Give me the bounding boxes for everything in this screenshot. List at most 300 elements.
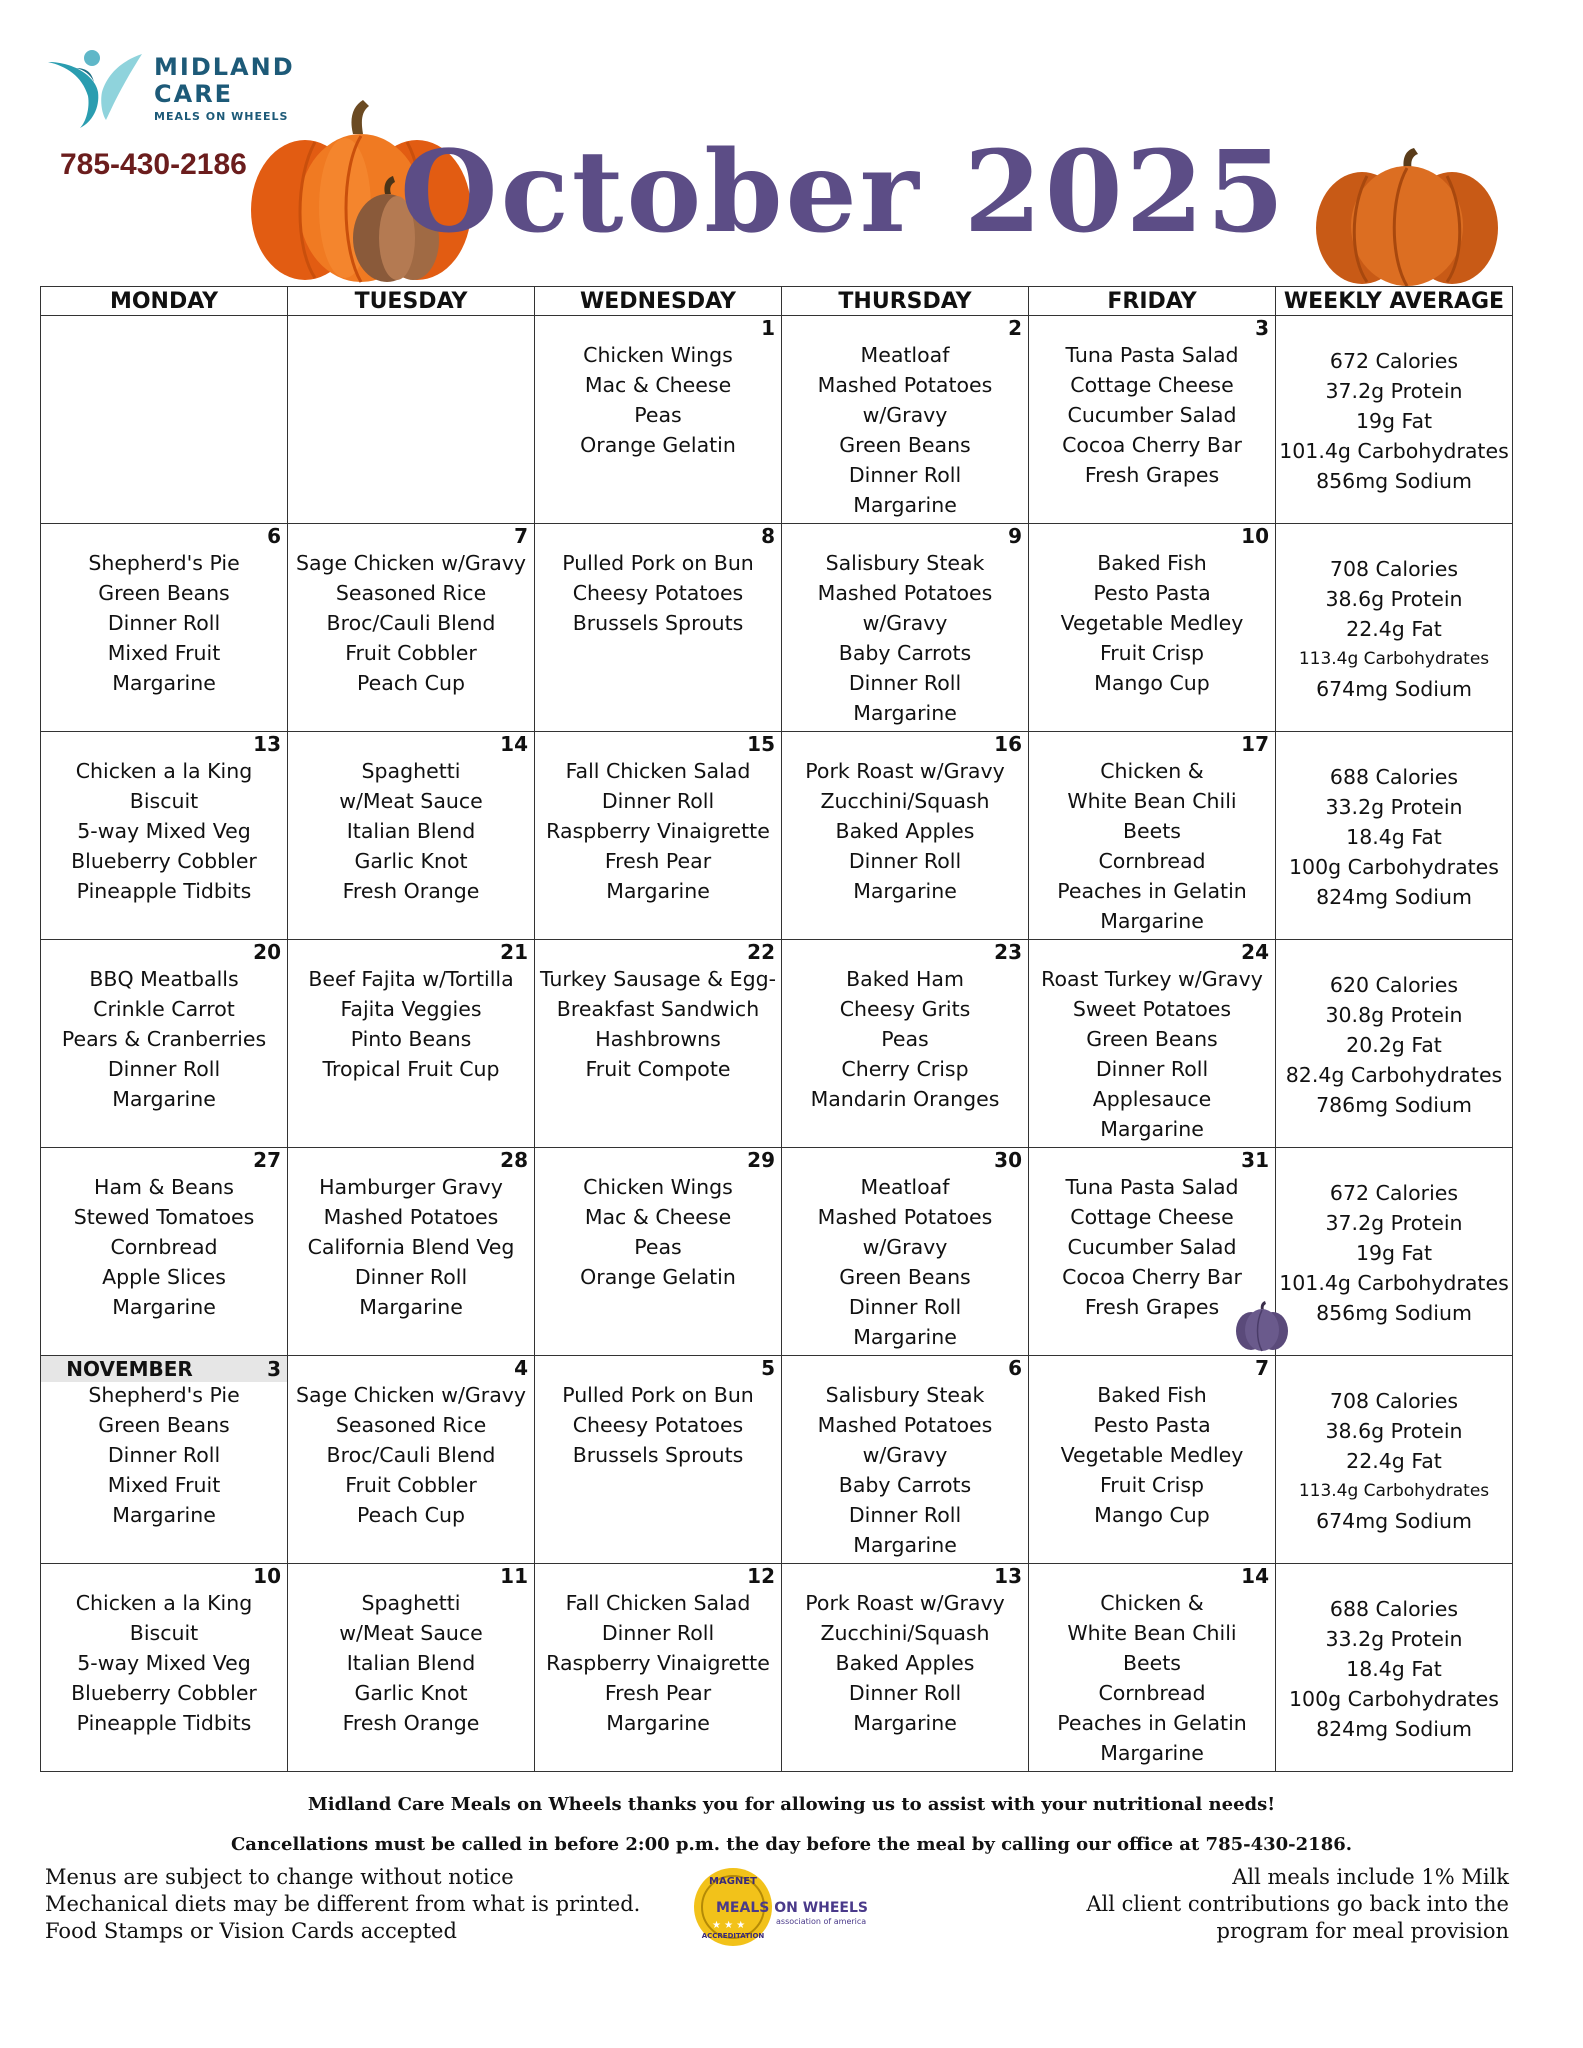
seal-bottom-text: ACCREDITATION xyxy=(701,1932,765,1940)
weekly-average-cell xyxy=(1276,1356,1513,1564)
menu-item: Mashed Potatoes xyxy=(817,581,993,605)
menu-item: Cornbread xyxy=(1098,1681,1206,1705)
weekly-average xyxy=(1276,316,1512,496)
menu-item: Sage Chicken w/Gravy xyxy=(295,1383,527,1407)
menu-item: Fruit Compote xyxy=(585,1057,731,1081)
menu-item: Turkey Sausage & Egg- xyxy=(539,967,777,991)
menu-item: Fajita Veggies xyxy=(340,997,482,1021)
day-number: 14 xyxy=(500,732,528,756)
menu-items xyxy=(782,1172,1028,1352)
day-cell xyxy=(1029,1564,1276,1772)
menu-item: Roast Turkey w/Gravy xyxy=(1041,967,1263,991)
day-number: 24 xyxy=(1241,940,1269,964)
weekly-average xyxy=(1276,940,1512,1120)
header-weekly-average: WEEKLY AVERAGE xyxy=(1276,287,1513,316)
day-number: 23 xyxy=(994,940,1022,964)
menu-items xyxy=(288,1172,534,1322)
menu-item: Mandarin Oranges xyxy=(810,1087,1000,1111)
page-title: October 2025 xyxy=(400,127,1288,258)
menu-item: w/Meat Sauce xyxy=(339,789,483,813)
menu-item: Cocoa Cherry Bar xyxy=(1062,1265,1242,1289)
menu-item: Peas xyxy=(634,403,682,427)
day-cell xyxy=(782,316,1029,524)
day-number: 6 xyxy=(1008,1356,1022,1380)
menu-item: Baked Apples xyxy=(835,1651,975,1675)
footer-right-notes xyxy=(1086,1864,1509,1945)
menu-item: Fall Chicken Salad xyxy=(565,1591,751,1615)
menu-item: Margarine xyxy=(853,701,957,725)
day-cell xyxy=(535,1564,782,1772)
week-row xyxy=(41,1564,1513,1772)
menu-item: Seasoned Rice xyxy=(335,1413,487,1437)
menu-item: Hashbrowns xyxy=(595,1027,721,1051)
menu-item: Biscuit xyxy=(129,789,199,813)
menu-item: Green Beans xyxy=(98,581,230,605)
menu-item: Pulled Pork on Bun xyxy=(562,1383,754,1407)
menu-item: Margarine xyxy=(112,1503,216,1527)
day-number: 2 xyxy=(1008,316,1022,340)
pumpkin-icon xyxy=(1312,148,1502,288)
menu-item: Zucchini/Squash xyxy=(820,789,990,813)
day-number: 4 xyxy=(514,1356,528,1380)
day-number: 7 xyxy=(1255,1356,1269,1380)
day-number: 29 xyxy=(747,1148,775,1172)
menu-item: California Blend Veg xyxy=(307,1235,515,1259)
menu-item: Raspberry Vinaigrette xyxy=(546,1651,770,1675)
menu-item: Dinner Roll xyxy=(601,1621,715,1645)
menu-items xyxy=(782,1588,1028,1738)
day-number: 31 xyxy=(1241,1148,1269,1172)
menu-item: Fruit Crisp xyxy=(1099,641,1205,665)
menu-item: Spaghetti xyxy=(361,1591,461,1615)
accreditation-seal-icon xyxy=(692,1866,892,1948)
menu-item: Dinner Roll xyxy=(107,1443,221,1467)
fat-value: 20.2g Fat xyxy=(1346,1033,1442,1057)
menu-items xyxy=(1029,548,1275,698)
day-number: 22 xyxy=(747,940,775,964)
menu-item: Broc/Cauli Blend xyxy=(326,1443,496,1467)
week-row xyxy=(41,1356,1513,1564)
menu-item: Biscuit xyxy=(129,1621,199,1645)
seal-name-text: MEALS ON WHEELS xyxy=(716,1900,868,1916)
fat-value: 18.4g Fat xyxy=(1346,1657,1442,1681)
menu-item: Green Beans xyxy=(839,433,971,457)
sodium-value: 674mg Sodium xyxy=(1316,677,1472,701)
menu-item: Fresh Pear xyxy=(604,1681,712,1705)
day-cell xyxy=(41,1564,288,1772)
carbohydrates-value: 113.4g Carbohydrates xyxy=(1298,649,1490,669)
menu-item: Crinkle Carrot xyxy=(93,997,235,1021)
menu-items xyxy=(535,756,781,906)
menu-item: Blueberry Cobbler xyxy=(71,1681,257,1705)
logo-line-midland: MIDLAND xyxy=(154,53,295,81)
menu-item: Chicken Wings xyxy=(583,1175,733,1199)
menu-item: Chicken a la King xyxy=(75,1591,253,1615)
menu-item: Pineapple Tidbits xyxy=(76,1711,252,1735)
footer-note: Food Stamps or Vision Cards accepted xyxy=(45,1919,457,1943)
menu-item: Dinner Roll xyxy=(1095,1057,1209,1081)
sodium-value: 824mg Sodium xyxy=(1316,885,1472,909)
menu-items xyxy=(41,1588,287,1738)
menu-items xyxy=(41,1380,287,1530)
menu-item: Salisbury Steak xyxy=(825,1383,985,1407)
menu-item: Fruit Cobbler xyxy=(345,641,477,665)
weekly-average-cell xyxy=(1276,524,1513,732)
day-number: 27 xyxy=(253,1148,281,1172)
day-number: 14 xyxy=(1241,1564,1269,1588)
menu-item: Cornbread xyxy=(110,1235,218,1259)
menu-item: Stewed Tomatoes xyxy=(73,1205,255,1229)
sodium-value: 824mg Sodium xyxy=(1316,1717,1472,1741)
menu-items xyxy=(782,1380,1028,1560)
menu-item: Dinner Roll xyxy=(848,1503,962,1527)
day-cell xyxy=(782,1148,1029,1356)
day-number: 17 xyxy=(1241,732,1269,756)
menu-item: Baked Fish xyxy=(1097,1383,1207,1407)
menu-item: Seasoned Rice xyxy=(335,581,487,605)
menu-item: Peas xyxy=(881,1027,929,1051)
weekly-average-cell xyxy=(1276,316,1513,524)
menu-items xyxy=(535,1588,781,1738)
carbohydrates-value: 100g Carbohydrates xyxy=(1289,855,1499,879)
week-row xyxy=(41,732,1513,940)
menu-item: White Bean Chili xyxy=(1067,1621,1237,1645)
protein-value: 33.2g Protein xyxy=(1325,1627,1463,1651)
menu-item: Orange Gelatin xyxy=(580,1265,736,1289)
menu-item: Brussels Sprouts xyxy=(572,611,744,635)
day-cell xyxy=(782,524,1029,732)
menu-item: Sage Chicken w/Gravy xyxy=(295,551,527,575)
sodium-value: 674mg Sodium xyxy=(1316,1509,1472,1533)
menu-item: Hamburger Gravy xyxy=(319,1175,503,1199)
carbohydrates-value: 113.4g Carbohydrates xyxy=(1298,1481,1490,1501)
day-number: 13 xyxy=(253,732,281,756)
carbohydrates-value: 82.4g Carbohydrates xyxy=(1285,1063,1503,1087)
menu-item: Dinner Roll xyxy=(848,1681,962,1705)
footer-note: All meals include 1% Milk xyxy=(1232,1865,1509,1889)
menu-item: Fresh Grapes xyxy=(1084,1295,1220,1319)
menu-items xyxy=(782,340,1028,520)
menu-item: BBQ Meatballs xyxy=(89,967,239,991)
menu-item: Mixed Fruit xyxy=(107,1473,221,1497)
day-number: 5 xyxy=(761,1356,775,1380)
weekday-header-row xyxy=(41,287,1513,316)
menu-item: Baked Ham xyxy=(846,967,964,991)
menu-item: Margarine xyxy=(853,493,957,517)
menu-item: Fresh Orange xyxy=(342,1711,480,1735)
day-cell xyxy=(1029,940,1276,1148)
weekly-average xyxy=(1276,732,1512,912)
menu-item: Peas xyxy=(634,1235,682,1259)
menu-item: Green Beans xyxy=(98,1413,230,1437)
day-number xyxy=(288,316,534,340)
week-row xyxy=(41,316,1513,524)
menu-item: Cheesy Grits xyxy=(839,997,971,1021)
calories-value: 620 Calories xyxy=(1329,973,1459,997)
menu-item: Baked Apples xyxy=(835,819,975,843)
menu-items xyxy=(288,964,534,1084)
menu-item: Mashed Potatoes xyxy=(323,1205,499,1229)
menu-item: Dinner Roll xyxy=(848,849,962,873)
day-number: 10 xyxy=(1241,524,1269,548)
fat-value: 22.4g Fat xyxy=(1346,617,1442,641)
menu-item: Green Beans xyxy=(1086,1027,1218,1051)
footer-note: Mechanical diets may be different from what is printed. xyxy=(45,1892,641,1916)
menu-item: Dinner Roll xyxy=(848,463,962,487)
week-row xyxy=(41,1148,1513,1356)
day-number: 6 xyxy=(267,524,281,548)
menu-item: Raspberry Vinaigrette xyxy=(546,819,770,843)
menu-item: Fresh Orange xyxy=(342,879,480,903)
menu-item: Pork Roast w/Gravy xyxy=(805,759,1005,783)
menu-items xyxy=(535,964,781,1084)
menu-item: 5-way Mixed Veg xyxy=(77,1651,251,1675)
header-wednesday: WEDNESDAY xyxy=(535,287,782,316)
menu-item: Chicken Wings xyxy=(583,343,733,367)
menu-item: Breakfast Sandwich xyxy=(556,997,760,1021)
calories-value: 708 Calories xyxy=(1329,1389,1459,1413)
menu-item: White Bean Chili xyxy=(1067,789,1237,813)
menu-item: Shepherd's Pie xyxy=(88,551,240,575)
sodium-value: 856mg Sodium xyxy=(1316,469,1472,493)
footer-note: All client contributions go back into the xyxy=(1086,1892,1509,1916)
day-number: 8 xyxy=(761,524,775,548)
day-cell xyxy=(288,732,535,940)
week-row xyxy=(41,940,1513,1148)
menu-item: Broc/Cauli Blend xyxy=(326,611,496,635)
menu-items xyxy=(1029,1380,1275,1530)
week-row xyxy=(41,524,1513,732)
header-friday: FRIDAY xyxy=(1029,287,1276,316)
menu-item: Mango Cup xyxy=(1094,1503,1210,1527)
menu-item: Vegetable Medley xyxy=(1060,611,1244,635)
menu-item: Pesto Pasta xyxy=(1093,581,1211,605)
day-number: 3 xyxy=(1255,316,1269,340)
menu-item: Garlic Knot xyxy=(354,1681,468,1705)
menu-item: Fall Chicken Salad xyxy=(565,759,751,783)
day-number: 21 xyxy=(500,940,528,964)
protein-value: 38.6g Protein xyxy=(1325,587,1463,611)
logo-figure-icon xyxy=(46,48,146,130)
menu-item: Pineapple Tidbits xyxy=(76,879,252,903)
phone-number: 785-430-2186 xyxy=(60,148,247,181)
day-cell xyxy=(782,1564,1029,1772)
menu-item: Fresh Pear xyxy=(604,849,712,873)
menu-item: Salisbury Steak xyxy=(825,551,985,575)
menu-item: Beets xyxy=(1122,819,1181,843)
menu-items xyxy=(288,548,534,698)
day-cell xyxy=(782,1356,1029,1564)
day-number: 20 xyxy=(253,940,281,964)
menu-item: Mac & Cheese xyxy=(584,373,732,397)
day-cell xyxy=(1029,316,1276,524)
menu-items xyxy=(288,1588,534,1738)
protein-value: 37.2g Protein xyxy=(1325,379,1463,403)
menu-item: Dinner Roll xyxy=(601,789,715,813)
menu-items xyxy=(1029,964,1275,1144)
menu-items xyxy=(41,964,287,1114)
day-cell xyxy=(535,732,782,940)
menu-item: Margarine xyxy=(112,671,216,695)
menu-item: Margarine xyxy=(359,1295,463,1319)
menu-item: Cheesy Potatoes xyxy=(572,581,744,605)
menu-item: Margarine xyxy=(606,1711,710,1735)
day-cell xyxy=(535,1356,782,1564)
menu-item: Fresh Grapes xyxy=(1084,463,1220,487)
menu-item: Tuna Pasta Salad xyxy=(1065,1175,1239,1199)
menu-item: Apple Slices xyxy=(102,1265,226,1289)
weekly-average xyxy=(1276,1564,1512,1744)
footer-note: program for meal provision xyxy=(1216,1919,1509,1943)
day-cell xyxy=(782,940,1029,1148)
day-cell xyxy=(1029,732,1276,940)
protein-value: 37.2g Protein xyxy=(1325,1211,1463,1235)
protein-value: 33.2g Protein xyxy=(1325,795,1463,819)
day-number: 13 xyxy=(994,1564,1022,1588)
menu-item: Cottage Cheese xyxy=(1070,373,1234,397)
menu-item: Peaches in Gelatin xyxy=(1057,879,1247,903)
menu-item: Cornbread xyxy=(1098,849,1206,873)
day-cell xyxy=(288,524,535,732)
footer-note: Menus are subject to change without notice xyxy=(45,1865,514,1889)
menu-item: Spaghetti xyxy=(361,759,461,783)
menu-items xyxy=(535,548,781,638)
menu-item: Pinto Beans xyxy=(350,1027,472,1051)
menu-item: Margarine xyxy=(1100,1117,1204,1141)
header-thursday: THURSDAY xyxy=(782,287,1029,316)
day-cell xyxy=(41,524,288,732)
menu-item: Cheesy Potatoes xyxy=(572,1413,744,1437)
day-cell xyxy=(41,1356,288,1564)
weekly-average-cell xyxy=(1276,940,1513,1148)
header-monday: MONDAY xyxy=(41,287,288,316)
day-number: 10 xyxy=(253,1564,281,1588)
month-band xyxy=(41,1356,287,1382)
day-cell xyxy=(535,940,782,1148)
menu-item: Pork Roast w/Gravy xyxy=(805,1591,1005,1615)
menu-item: Peach Cup xyxy=(357,671,465,695)
weekly-average xyxy=(1276,1148,1512,1328)
menu-item: Mashed Potatoes xyxy=(817,373,993,397)
calories-value: 688 Calories xyxy=(1329,765,1459,789)
month-label: NOVEMBER xyxy=(66,1357,193,1381)
menu-item: Margarine xyxy=(1100,1741,1204,1765)
seal-sub-text: association of america xyxy=(776,1917,867,1926)
day-cell xyxy=(1029,1356,1276,1564)
day-number: 15 xyxy=(747,732,775,756)
menu-item: Margarine xyxy=(1100,909,1204,933)
menu-item: Shepherd's Pie xyxy=(88,1383,240,1407)
menu-item: Margarine xyxy=(606,879,710,903)
menu-item: w/Gravy xyxy=(862,611,948,635)
menu-item: w/Gravy xyxy=(862,1443,948,1467)
menu-items xyxy=(535,1172,781,1292)
menu-items xyxy=(41,548,287,698)
menu-item: Peach Cup xyxy=(357,1503,465,1527)
calories-value: 672 Calories xyxy=(1329,349,1459,373)
menu-items xyxy=(41,756,287,906)
menu-item: Sweet Potatoes xyxy=(1072,997,1232,1021)
menu-item: Pesto Pasta xyxy=(1093,1413,1211,1437)
menu-item: Zucchini/Squash xyxy=(820,1621,990,1645)
menu-item: Cottage Cheese xyxy=(1070,1205,1234,1229)
menu-item: Meatloaf xyxy=(860,1175,950,1199)
menu-items xyxy=(41,1172,287,1322)
menu-item: Mashed Potatoes xyxy=(817,1205,993,1229)
menu-item: Dinner Roll xyxy=(107,611,221,635)
menu-item: Brussels Sprouts xyxy=(572,1443,744,1467)
menu-items xyxy=(535,1380,781,1470)
menu-item: Mixed Fruit xyxy=(107,641,221,665)
logo-line-meals: MEALS ON WHEELS xyxy=(154,110,289,123)
menu-item: Green Beans xyxy=(839,1265,971,1289)
day-cell xyxy=(1029,1148,1276,1356)
menu-item: Garlic Knot xyxy=(354,849,468,873)
day-cell xyxy=(288,940,535,1148)
cancellation-note: Cancellations must be called in before 2:00 p.m. the day before the meal by calling our office at 785-430-2186. xyxy=(230,1834,1353,1855)
day-cell xyxy=(288,1356,535,1564)
day-number: 1 xyxy=(761,316,775,340)
weekly-average-cell xyxy=(1276,732,1513,940)
day-cell xyxy=(41,1148,288,1356)
menu-item: Dinner Roll xyxy=(354,1265,468,1289)
menu-item: Cucumber Salad xyxy=(1067,403,1237,427)
menu-items xyxy=(288,756,534,906)
menu-item: Fruit Crisp xyxy=(1099,1473,1205,1497)
menu-item: Baby Carrots xyxy=(838,1473,972,1497)
day-cell xyxy=(288,1148,535,1356)
weekly-average-cell xyxy=(1276,1564,1513,1772)
menu-item: Italian Blend xyxy=(346,819,476,843)
day-cell xyxy=(1029,524,1276,732)
day-number: 28 xyxy=(500,1148,528,1172)
menu-item: Peaches in Gelatin xyxy=(1057,1711,1247,1735)
calories-value: 688 Calories xyxy=(1329,1597,1459,1621)
menu-item: Margarine xyxy=(853,1533,957,1557)
protein-value: 30.8g Protein xyxy=(1325,1003,1463,1027)
menu-item: Cocoa Cherry Bar xyxy=(1062,433,1242,457)
day-number xyxy=(41,316,287,340)
menu-item: Tropical Fruit Cup xyxy=(322,1057,500,1081)
day-cell xyxy=(41,732,288,940)
day-number: 30 xyxy=(994,1148,1022,1172)
menu-item: Beef Fajita w/Tortilla xyxy=(308,967,514,991)
sodium-value: 856mg Sodium xyxy=(1316,1301,1472,1325)
day-number: 3 xyxy=(267,1357,281,1381)
menu-item: Cucumber Salad xyxy=(1067,1235,1237,1259)
menu-item: Margarine xyxy=(853,879,957,903)
calories-value: 672 Calories xyxy=(1329,1181,1459,1205)
day-number: 12 xyxy=(747,1564,775,1588)
menu-item: Margarine xyxy=(112,1295,216,1319)
header-tuesday: TUESDAY xyxy=(288,287,535,316)
day-number: 9 xyxy=(1008,524,1022,548)
day-cell xyxy=(535,1148,782,1356)
menu-item: Margarine xyxy=(112,1087,216,1111)
footer-left-notes xyxy=(45,1864,640,1945)
menu-item: w/Gravy xyxy=(862,403,948,427)
menu-item: Chicken & xyxy=(1100,1591,1204,1615)
day-number: 11 xyxy=(500,1564,528,1588)
menu-items xyxy=(782,964,1028,1114)
seal-top-text: MAGNET xyxy=(709,1876,757,1887)
fat-value: 18.4g Fat xyxy=(1346,825,1442,849)
menu-item: Fruit Cobbler xyxy=(345,1473,477,1497)
menu-items xyxy=(1029,340,1275,490)
logo-line-care: CARE xyxy=(154,80,234,108)
day-cell xyxy=(288,1564,535,1772)
menu-item: Tuna Pasta Salad xyxy=(1065,343,1239,367)
